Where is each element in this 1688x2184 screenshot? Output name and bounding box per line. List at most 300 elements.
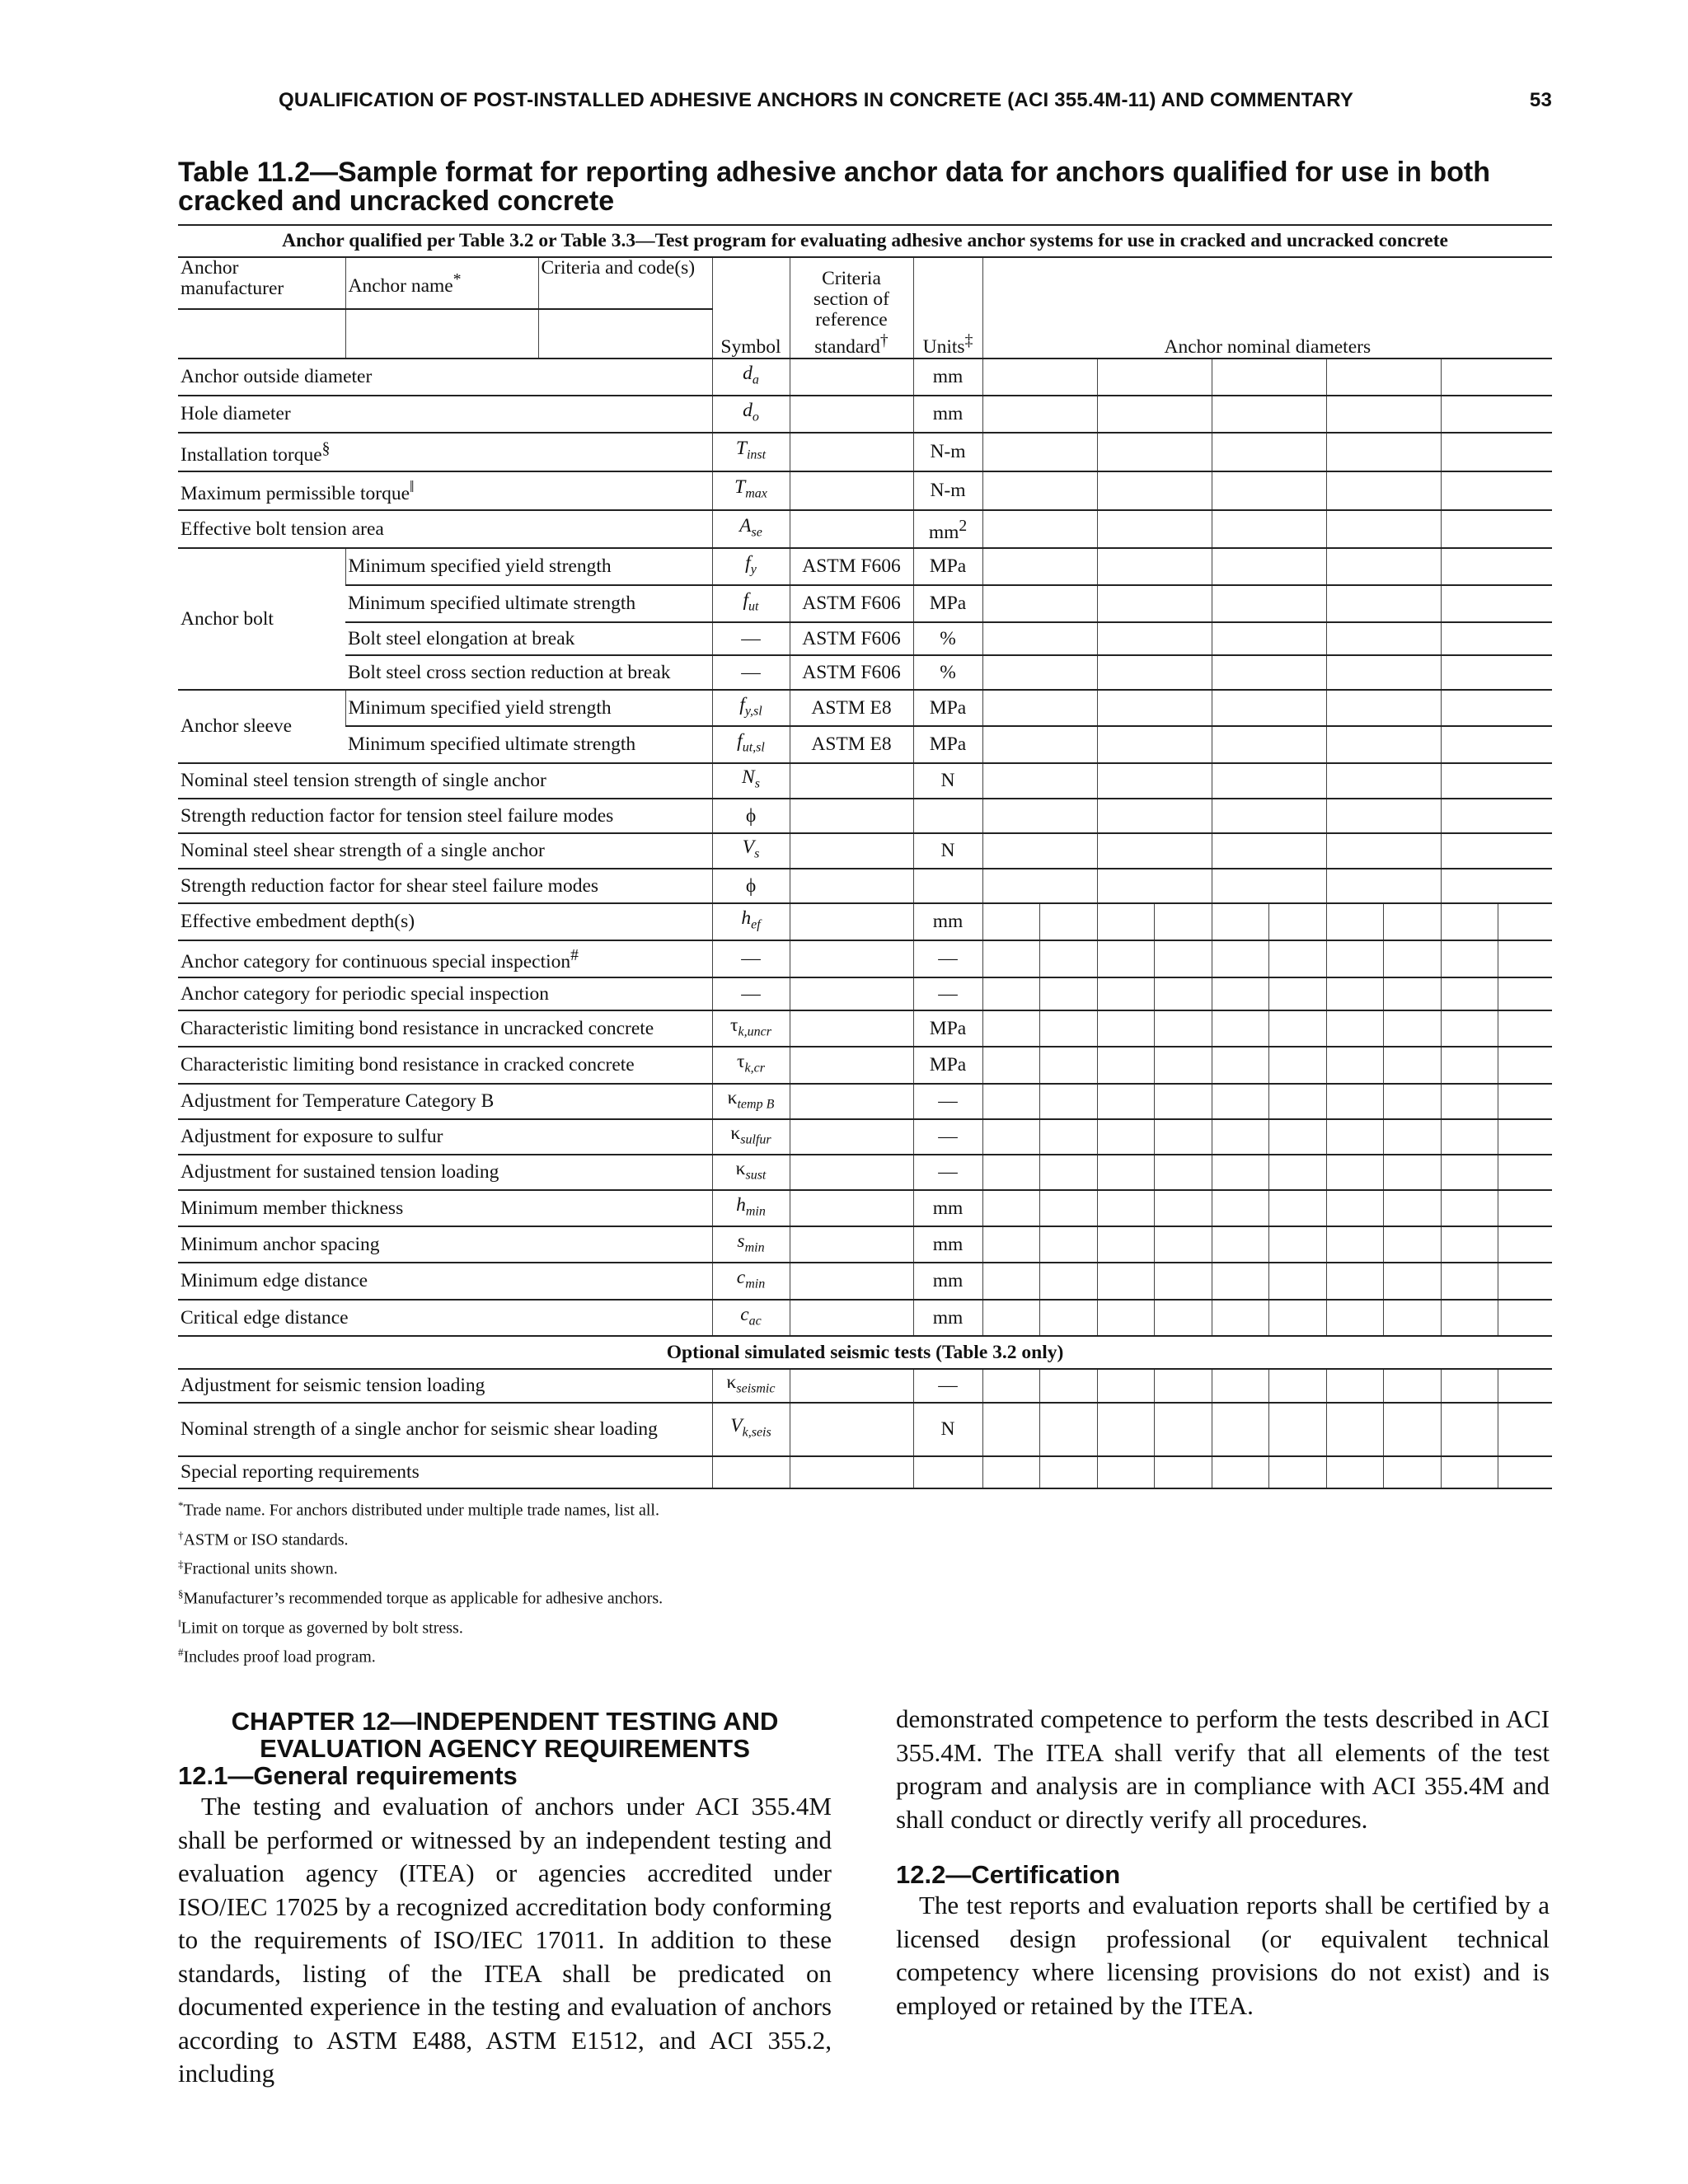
row-units: mm: [913, 1300, 982, 1336]
embedment-cell: [1154, 1369, 1212, 1403]
table-row: [178, 585, 1552, 622]
diameter-cell: [1097, 622, 1212, 655]
footnote-mark: #: [178, 1646, 184, 1659]
table-title-line-1: Table 11.2—Sample format for reporting adhesive anchor data for anchors qualified for use in both: [178, 157, 1491, 188]
embedment-cell: [1326, 1047, 1383, 1084]
embedment-cell: [1441, 1403, 1498, 1456]
row-units: MPa: [913, 548, 982, 585]
row-label: Minimum specified yield strength: [345, 548, 712, 585]
embedment-cell: [1268, 1263, 1326, 1300]
section-12-1-text: The testing and evaluation of anchors under ACI 355.4M shall be performed or witnessed by an independent testing and evaluation agency (ITEA) or agencies accredited under ISO/IEC 17025 by a recognized accreditation body conforming to the requirements of ISO/IEC 17011. In addition to these standards, listing of the ITEA shall be predicated on documented experience in the testing and evaluation of anchors according to ASTM E488, ASTM E1512, and ACI 355.2, including: [178, 1792, 832, 2088]
row-standard: [790, 869, 913, 903]
row-symbol: [712, 1119, 790, 1155]
diameter-cell: [1326, 622, 1441, 655]
row-label: [178, 940, 712, 977]
row-units: —: [913, 1369, 982, 1403]
row-label: Minimum specified ultimate strength: [345, 726, 712, 763]
symbol-base: f: [745, 552, 751, 574]
header-section: [790, 257, 913, 359]
table-row: [178, 1155, 1552, 1190]
row-label-text: Maximum permissible torque: [181, 482, 410, 504]
embedment-cell: [1097, 1119, 1154, 1155]
embedment-cell: [1097, 1456, 1154, 1488]
row-label: Characteristic limiting bond resistance in uncracked concrete: [178, 1010, 712, 1047]
row-units: [913, 869, 982, 903]
embedment-cell: [1441, 1263, 1498, 1300]
embedment-cell: [1441, 1226, 1498, 1263]
embedment-cell: [1326, 1369, 1383, 1403]
row-units: %: [913, 622, 982, 655]
footnote-text: Fractional units shown.: [183, 1559, 338, 1578]
row-standard: [790, 1456, 913, 1488]
embedment-cell: [1498, 1300, 1552, 1336]
row-units: MPa: [913, 690, 982, 726]
diameter-cell: [1212, 396, 1326, 433]
diameter-cell: [1097, 471, 1212, 510]
table-row: [178, 1456, 1552, 1488]
footnote-mark: ‡: [178, 1558, 184, 1571]
table-row: [178, 548, 1552, 585]
row-label: Adjustment for sustained tension loading: [178, 1155, 712, 1190]
embedment-cell: [1268, 1456, 1326, 1488]
row-standard: ASTM F606: [790, 622, 913, 655]
diameter-cell: [1441, 726, 1552, 763]
row-units: N: [913, 763, 982, 799]
symbol-sub: sulfur: [740, 1132, 771, 1147]
row-standard: [790, 1047, 913, 1084]
header-diameters: Anchor nominal diameters: [982, 257, 1552, 359]
left-column: [178, 1708, 832, 2091]
units-text: mm: [928, 521, 959, 543]
diameter-cell: [1441, 359, 1552, 396]
embedment-cell: [982, 1119, 1039, 1155]
diameter-cell: [1441, 763, 1552, 799]
diameter-cell: [1441, 622, 1552, 655]
embedment-cell: [1154, 977, 1212, 1010]
table-row: [178, 1369, 1552, 1403]
embedment-cell: [1039, 1456, 1097, 1488]
row-label: Hole diameter: [178, 396, 712, 433]
diameter-cell: [982, 510, 1097, 548]
table-title-line-2: cracked and uncracked concrete: [178, 185, 615, 217]
row-units: N-m: [913, 471, 982, 510]
header-anchor-name-text: Anchor name: [348, 274, 453, 297]
diameter-cell: [1326, 655, 1441, 690]
row-standard: [790, 1155, 913, 1190]
embedment-cell: [1097, 903, 1154, 940]
row-label: Critical edge distance: [178, 1300, 712, 1336]
row-label: Adjustment for exposure to sulfur: [178, 1119, 712, 1155]
diameter-cell: [982, 799, 1097, 833]
symbol-base: T: [734, 476, 746, 499]
row-standard: [790, 1190, 913, 1226]
diameter-cell: [1441, 585, 1552, 622]
table-row: [178, 359, 1552, 396]
diameter-cell: [1441, 510, 1552, 548]
row-symbol: [712, 1403, 790, 1456]
row-symbol: —: [712, 977, 790, 1010]
embedment-cell: [1441, 977, 1498, 1010]
diameter-cell: [1212, 726, 1326, 763]
embedment-cell: [1039, 1369, 1097, 1403]
embedment-cell: [1268, 1047, 1326, 1084]
row-standard: ASTM F606: [790, 548, 913, 585]
table-banner: Anchor qualified per Table 3.2 or Table 3.3—Test program for evaluating adhesive anchor systems for use in cracked and uncracked concrete: [178, 225, 1552, 257]
embedment-cell: [982, 1226, 1039, 1263]
embedment-cell: [1154, 940, 1212, 977]
blank-cell: [178, 309, 345, 359]
embedment-cell: [982, 1369, 1039, 1403]
embedment-cell: [1383, 1155, 1441, 1190]
embedment-cell: [1441, 903, 1498, 940]
embedment-cell: [1097, 1369, 1154, 1403]
embedment-cell: [1383, 1403, 1441, 1456]
embedment-cell: [1441, 1369, 1498, 1403]
row-symbol: [712, 1226, 790, 1263]
header-criteria: Criteria and code(s): [538, 257, 712, 309]
table-row: [178, 1300, 1552, 1336]
blank-cell: [538, 309, 712, 359]
table-row: [178, 1047, 1552, 1084]
embedment-cell: [1212, 1263, 1268, 1300]
diameter-cell: [1441, 799, 1552, 833]
embedment-cell: [1039, 1403, 1097, 1456]
section-12-1-continued: demonstrated competence to perform the tests described in ACI 355.4M. The ITEA shall verify that all elements of the test program and analysis are in compliance with ACI 355.4M and shall conduct or directly verify all procedures.: [896, 1704, 1550, 1834]
row-symbol: —: [712, 655, 790, 690]
row-symbol: [712, 548, 790, 585]
table-row: [178, 763, 1552, 799]
symbol-sub: k,cr: [744, 1061, 765, 1076]
embedment-cell: [1498, 1263, 1552, 1300]
diameter-cell: [982, 833, 1097, 869]
embedment-cell: [1268, 1190, 1326, 1226]
embedment-cell: [1097, 940, 1154, 977]
diameter-cell: [1097, 433, 1212, 471]
embedment-cell: [1383, 940, 1441, 977]
row-units: mm: [913, 903, 982, 940]
diameter-cell: [1097, 690, 1212, 726]
embedment-cell: [1383, 1084, 1441, 1119]
embedment-cell: [1212, 1456, 1268, 1488]
diameter-cell: [982, 726, 1097, 763]
embedment-cell: [1498, 1084, 1552, 1119]
diameter-cell: [1441, 869, 1552, 903]
table-row: [178, 977, 1552, 1010]
footnote: [178, 1493, 663, 1523]
embedment-cell: [1498, 977, 1552, 1010]
diameter-cell: [1326, 396, 1441, 433]
row-symbol: [712, 690, 790, 726]
diameter-cell: [982, 433, 1097, 471]
header-section-text: Criteria section of reference standard: [813, 268, 889, 358]
embedment-cell: [1268, 1084, 1326, 1119]
row-standard: [790, 1263, 913, 1300]
embedment-cell: [982, 903, 1039, 940]
chapter-title-line-1: CHAPTER 12—INDEPENDENT TESTING AND: [231, 1707, 779, 1736]
embedment-cell: [1154, 903, 1212, 940]
row-label: Characteristic limiting bond resistance in cracked concrete: [178, 1047, 712, 1084]
table-row: [178, 1226, 1552, 1263]
symbol-sub: min: [745, 1204, 766, 1219]
symbol-base: c: [740, 1303, 749, 1325]
embedment-cell: [1326, 1084, 1383, 1119]
row-standard: [790, 1369, 913, 1403]
footnote: [178, 1640, 663, 1670]
row-units: MPa: [913, 585, 982, 622]
symbol-base: f: [743, 589, 749, 612]
row-symbol: [712, 471, 790, 510]
row-symbol: [712, 903, 790, 940]
embedment-cell: [1383, 1190, 1441, 1226]
footnote-mark: *: [178, 1499, 184, 1511]
symbol-sub: s: [754, 846, 760, 861]
table-row: [178, 940, 1552, 977]
embedment-cell: [1154, 1047, 1212, 1084]
row-label: [178, 433, 712, 471]
header-manufacturer: Anchor manufacturer: [178, 257, 345, 309]
diameter-cell: [982, 471, 1097, 510]
row-units: N: [913, 833, 982, 869]
diameter-cell: [1326, 690, 1441, 726]
embedment-cell: [1212, 1300, 1268, 1336]
embedment-cell: [982, 940, 1039, 977]
symbol-sub: inst: [746, 448, 767, 462]
embedment-cell: [1383, 903, 1441, 940]
symbol-sub: ef: [751, 917, 761, 932]
embedment-cell: [1097, 1047, 1154, 1084]
row-label: Minimum edge distance: [178, 1263, 712, 1300]
diameter-cell: [1097, 396, 1212, 433]
diameter-cell: [982, 585, 1097, 622]
anchor-data-table: [178, 224, 1552, 1489]
row-symbol: —: [712, 622, 790, 655]
row-symbol: [712, 1047, 790, 1084]
row-units: N: [913, 1403, 982, 1456]
symbol-base: N: [742, 766, 755, 789]
row-label: Effective bolt tension area: [178, 510, 712, 548]
embedment-cell: [1326, 1226, 1383, 1263]
diameter-cell: [982, 763, 1097, 799]
embedment-cell: [1326, 1403, 1383, 1456]
diameter-cell: [1326, 359, 1441, 396]
diameter-cell: [1212, 510, 1326, 548]
diameter-cell: [1441, 833, 1552, 869]
section-heading-12-1: 12.1—General requirements: [178, 1761, 518, 1790]
embedment-cell: [1268, 1369, 1326, 1403]
table-row: [178, 471, 1552, 510]
row-units: —: [913, 1119, 982, 1155]
embedment-cell: [1154, 1155, 1212, 1190]
embedment-cell: [1268, 1155, 1326, 1190]
diameter-cell: [1326, 833, 1441, 869]
row-label: Minimum specified yield strength: [345, 690, 712, 726]
row-standard: [790, 1300, 913, 1336]
row-symbol: ϕ: [712, 869, 790, 903]
table-row: [178, 433, 1552, 471]
header-units-text: Units: [922, 336, 965, 358]
embedment-cell: [1441, 1300, 1498, 1336]
row-label: Effective embedment depth(s): [178, 903, 712, 940]
symbol-base: τ: [737, 1051, 745, 1073]
diameter-cell: [1326, 799, 1441, 833]
embedment-cell: [1212, 1047, 1268, 1084]
table-row: [178, 622, 1552, 655]
embedment-cell: [1326, 1263, 1383, 1300]
row-symbol: [712, 1084, 790, 1119]
embedment-cell: [982, 1047, 1039, 1084]
row-label: Minimum member thickness: [178, 1190, 712, 1226]
footnote: [178, 1523, 663, 1553]
note-mark: ‡: [964, 332, 973, 350]
table-footnotes: [178, 1493, 663, 1670]
running-title: QUALIFICATION OF POST-INSTALLED ADHESIVE ANCHORS IN CONCRETE (ACI 355.4M-11) AND COMMENTARY: [279, 89, 1354, 111]
row-symbol: —: [712, 940, 790, 977]
embedment-cell: [1097, 1010, 1154, 1047]
footnote-text: Includes proof load program.: [183, 1647, 376, 1666]
embedment-cell: [1441, 1119, 1498, 1155]
embedment-cell: [982, 977, 1039, 1010]
table-row: [178, 726, 1552, 763]
embedment-cell: [1383, 1226, 1441, 1263]
row-symbol: [712, 833, 790, 869]
row-units: N-m: [913, 433, 982, 471]
diameter-cell: [1441, 396, 1552, 433]
embedment-cell: [1154, 1119, 1212, 1155]
row-standard: [790, 471, 913, 510]
row-standard: ASTM F606: [790, 585, 913, 622]
diameter-cell: [1097, 763, 1212, 799]
row-symbol: [712, 1369, 790, 1403]
row-standard: ASTM E8: [790, 690, 913, 726]
symbol-sub: o: [752, 410, 759, 424]
diameter-cell: [982, 548, 1097, 585]
diameter-cell: [1097, 359, 1212, 396]
row-label: Minimum specified ultimate strength: [345, 585, 712, 622]
embedment-cell: [1039, 977, 1097, 1010]
embedment-cell: [1383, 1119, 1441, 1155]
embedment-cell: [1383, 1300, 1441, 1336]
row-label: Adjustment for seismic tension loading: [178, 1369, 712, 1403]
diameter-cell: [1212, 833, 1326, 869]
row-symbol: [712, 585, 790, 622]
embedment-cell: [1498, 1226, 1552, 1263]
row-symbol: [712, 1263, 790, 1300]
row-label: Bolt steel elongation at break: [345, 622, 712, 655]
symbol-base: h: [736, 1193, 746, 1216]
symbol-base: T: [735, 438, 747, 460]
symbol-base: τ: [730, 1014, 738, 1036]
row-label-text: Anchor category for continuous special inspection: [181, 950, 571, 972]
row-standard: [790, 510, 913, 548]
diameter-cell: [1441, 655, 1552, 690]
diameter-cell: [982, 869, 1097, 903]
row-symbol: [712, 359, 790, 396]
embedment-cell: [1498, 1047, 1552, 1084]
diameter-cell: [1097, 726, 1212, 763]
symbol-sub: min: [745, 1277, 766, 1291]
embedment-cell: [1326, 977, 1383, 1010]
row-label: Strength reduction factor for tension steel failure modes: [178, 799, 712, 833]
diameter-cell: [1212, 763, 1326, 799]
footnote-text: Trade name. For anchors distributed under multiple trade names, list all.: [183, 1501, 659, 1520]
symbol-sub: k,uncr: [738, 1024, 771, 1039]
table-row: [178, 1119, 1552, 1155]
embedment-cell: [1498, 1456, 1552, 1488]
row-units: —: [913, 940, 982, 977]
symbol-sub: y: [750, 562, 757, 577]
diameter-cell: [1326, 510, 1441, 548]
row-units: mm: [913, 359, 982, 396]
row-standard: [790, 977, 913, 1010]
symbol-base: d: [743, 363, 753, 385]
embedment-cell: [982, 1263, 1039, 1300]
row-units: %: [913, 655, 982, 690]
symbol-base: d: [743, 400, 753, 422]
diameter-cell: [1097, 869, 1212, 903]
table-title: [178, 158, 1563, 216]
row-standard: [790, 833, 913, 869]
symbol-base: κ: [726, 1371, 737, 1394]
diameter-cell: [1212, 471, 1326, 510]
row-standard: [790, 396, 913, 433]
embedment-cell: [1039, 1190, 1097, 1226]
row-units: [913, 1456, 982, 1488]
embedment-cell: [1383, 1456, 1441, 1488]
embedment-cell: [1212, 1369, 1268, 1403]
symbol-sub: se: [751, 525, 762, 540]
header-anchor-name: [345, 257, 538, 309]
row-label: Special reporting requirements: [178, 1456, 712, 1488]
embedment-cell: [1326, 1190, 1383, 1226]
footnote-mark: §: [178, 1586, 184, 1600]
row-standard: [790, 903, 913, 940]
symbol-base: κ: [735, 1158, 746, 1180]
symbol-base: f: [739, 693, 745, 715]
embedment-cell: [1154, 1010, 1212, 1047]
row-symbol: [712, 1190, 790, 1226]
table-row: [178, 799, 1552, 833]
diameter-cell: [1212, 359, 1326, 396]
note-mark: §: [321, 440, 331, 458]
symbol-sub: min: [744, 1240, 765, 1255]
diameter-cell: [1326, 869, 1441, 903]
diameter-cell: [1212, 799, 1326, 833]
row-symbol: ϕ: [712, 799, 790, 833]
row-symbol: [712, 1155, 790, 1190]
table-row: [178, 1084, 1552, 1119]
table-row: [178, 1263, 1552, 1300]
diameter-cell: [1097, 585, 1212, 622]
embedment-cell: [1498, 903, 1552, 940]
embedment-cell: [1441, 1047, 1498, 1084]
embedment-cell: [1326, 1300, 1383, 1336]
embedment-cell: [1097, 1300, 1154, 1336]
row-label: Anchor category for periodic special inspection: [178, 977, 712, 1010]
table-row: [178, 1190, 1552, 1226]
embedment-cell: [1154, 1403, 1212, 1456]
row-standard: [790, 1226, 913, 1263]
embedment-cell: [1154, 1300, 1212, 1336]
diameter-cell: [1326, 763, 1441, 799]
row-standard: [790, 940, 913, 977]
embedment-cell: [982, 1300, 1039, 1336]
row-label-text: Installation torque: [181, 443, 322, 466]
embedment-cell: [1039, 1084, 1097, 1119]
symbol-base: c: [736, 1267, 746, 1289]
embedment-cell: [1498, 1369, 1552, 1403]
row-label: Bolt steel cross section reduction at break: [345, 655, 712, 690]
table-row: [178, 655, 1552, 690]
